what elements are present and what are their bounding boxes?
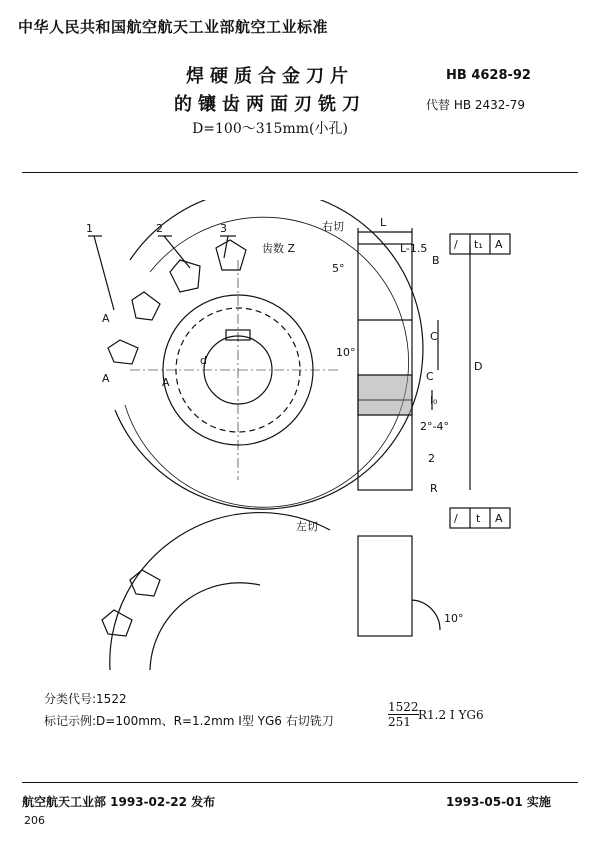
angle-5: 5° [332,262,345,275]
marking-code [388,700,484,729]
left-hub-arc [150,583,260,670]
replaces-standard: 代替 HB 2432-79 [426,98,526,112]
teeth-label: 齿数 Z [262,242,296,255]
standard-org-header: 中华人民共和国航空航天工业部航空工业标准 [18,18,329,36]
dim-2: 2 [428,452,435,465]
callout-1: 1 [86,222,93,235]
right-hand-label: 右切 [322,220,344,233]
cutter-inner-arc [125,217,409,507]
dim-c2: C [426,370,434,383]
marking-suffix: R1.2 Ⅰ YG6 [418,708,484,722]
classification-code: 分类代号:1522 [44,692,127,706]
marking-numerator: 1522 [388,700,419,714]
left-hand-label: 左切 [296,520,318,533]
footer-rule [22,782,578,783]
callout-2: 2 [156,222,163,235]
gdt-bottom-symbol: / [454,512,458,525]
tooth-2 [216,240,246,270]
left-outer-arc [110,513,330,670]
page-number: 206 [24,814,45,827]
left-tooth-2 [102,610,132,636]
bore-d-label: d [200,354,207,367]
gdt-bottom-datum: A [495,512,503,525]
section-a-side: A [102,372,110,385]
standard-number: HB 4628-92 [446,68,531,83]
implementation-date: 1993-05-01 实施 [446,795,551,809]
title-line-3: D=100～315mm(小孔) [192,121,348,137]
gdt-top-datum: A [495,238,503,251]
gdt-top-tolerance: t₁ [474,238,483,251]
callout-3: 3 [220,222,227,235]
title-line-2: 的镶齿两面刃铣刀 [174,94,366,115]
dim-l15: L-1.5 [400,242,428,255]
section-a-top: A [102,312,110,325]
title-line-1: 焊硬质合金刀片 [186,66,354,87]
tooth-1 [170,260,200,292]
angle-2-4: 2°-4° [420,420,449,433]
view-a-label: A [162,376,170,389]
dim-b: B [432,254,440,267]
issue-date: 航空航天工业部 1993-02-22 发布 [22,795,216,809]
left-tooth-1 [130,570,160,596]
angle-10: 10° [336,346,356,359]
dim-d: D [474,360,483,373]
dim-c1: C [430,330,438,343]
tooth-4 [108,340,138,364]
tooth-3 [132,292,160,320]
dim-r: R [430,482,438,495]
header-rule [22,172,578,173]
section-hatch [358,375,412,415]
gdt-top-symbol: / [454,238,458,251]
marking-denominator: 251 [388,715,411,729]
gdt-bottom-tolerance: t [476,512,481,525]
dim-l0: l₀ [430,394,438,407]
dim-l: L [380,216,387,229]
cutter-drawing [40,200,540,670]
angle-10b: 10° [444,612,464,625]
marking-example: 标记示例:D=100mm、R=1.2mm Ⅰ型 YG6 右切铣刀 [44,714,334,728]
left-section-body [358,536,412,636]
